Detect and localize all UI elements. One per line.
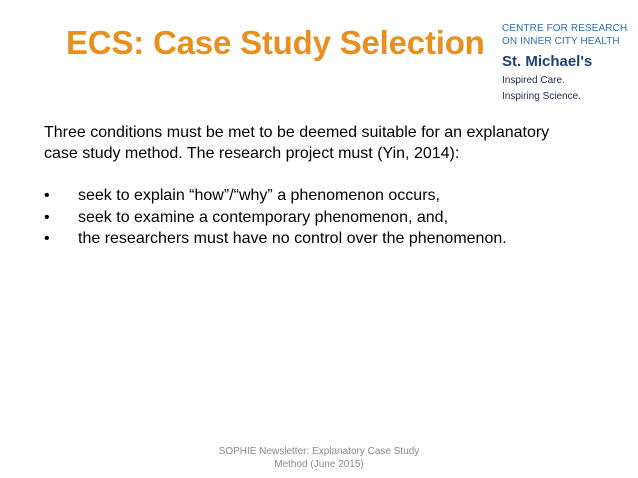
slide-footer (200, 445, 438, 471)
bullet-icon: • (44, 230, 50, 247)
list-item (44, 228, 604, 250)
intro-line-2: case study method. The research project must (Yin, 2014): (44, 145, 460, 162)
list-item (44, 207, 604, 229)
logo-tagline-1: Inspired Care. (502, 75, 565, 86)
bullet-icon: • (44, 208, 50, 226)
logo-tagline-2: Inspiring Science. (502, 91, 581, 102)
logo-line-1: CENTRE FOR RESEARCH (502, 23, 628, 34)
bullet-icon: • (44, 187, 50, 204)
slide-title: ECS: Case Study Selection (66, 24, 485, 61)
list-item-text: seek to examine a contemporary phenomenon, and, (78, 208, 449, 226)
organization-logo (502, 22, 632, 103)
list-item-text: the researchers must have no control over the phenomenon. (78, 230, 507, 247)
slide-body (44, 122, 604, 250)
intro-paragraph (44, 122, 604, 164)
list-item (44, 185, 604, 207)
intro-line-1: Three conditions must be met to be deemed suitable for an explanatory (44, 124, 550, 141)
footer-line-1: SOPHIE Newsletter: Explanatory Case Study (218, 446, 420, 457)
conditions-list (44, 185, 604, 250)
logo-brand: St. Michael's (502, 53, 593, 70)
logo-line-2: ON INNER CITY HEALTH (502, 36, 620, 47)
list-item-text: seek to explain “how”/“why” a phenomenon occurs, (78, 187, 440, 204)
footer-line-2: Method (June 2015) (274, 459, 364, 470)
